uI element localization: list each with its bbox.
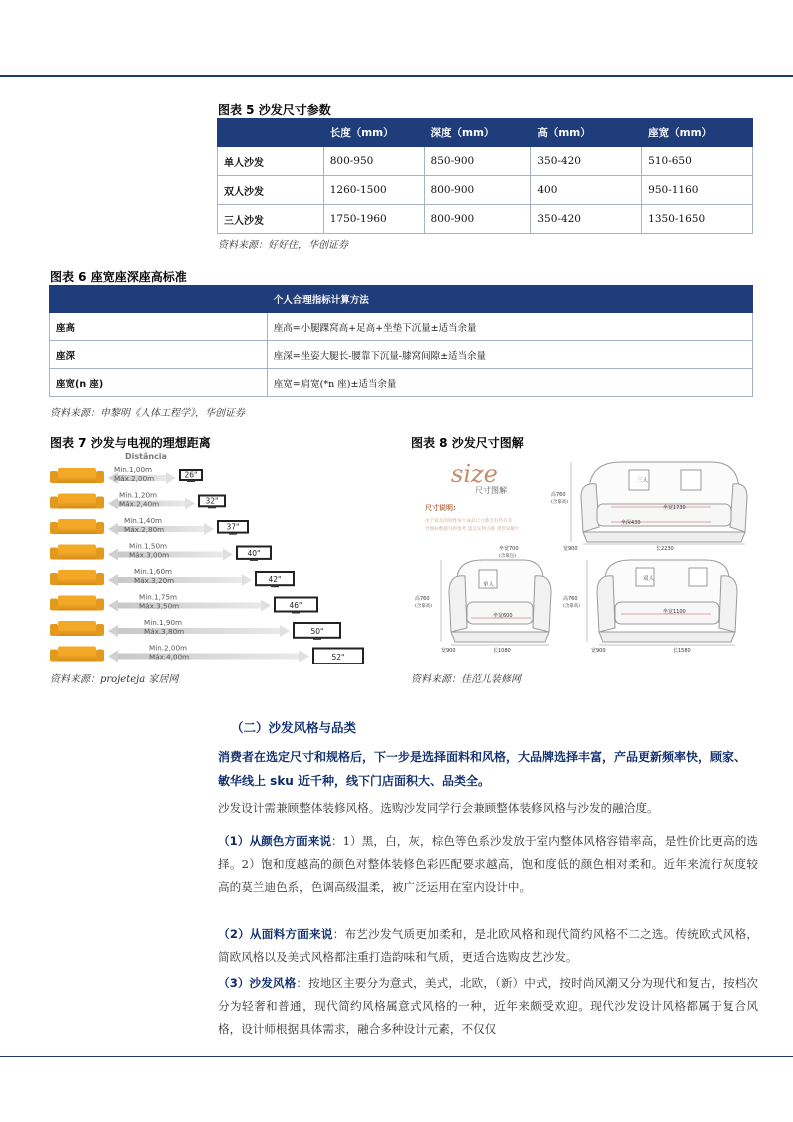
three-seat-length: 长2230 xyxy=(656,546,674,552)
tv-size-label: 32" xyxy=(205,496,219,506)
table-row: 三人沙发 1750-1960 800-900 350-420 1350-1650 xyxy=(218,205,753,234)
sofa-arm xyxy=(50,573,58,585)
table-row: 双人沙发 1260-1500 800-900 400 950-1160 xyxy=(218,176,753,205)
tv-stand xyxy=(271,585,279,587)
fig5-caption: 图表 5 沙发尺寸参数 xyxy=(218,103,331,117)
three-seat-depth: 坐深430 xyxy=(621,520,641,526)
arrow-head-left xyxy=(108,498,118,510)
sofa-back xyxy=(58,647,96,656)
three-seat-height: 高760 xyxy=(551,492,566,498)
fig7-illustration xyxy=(50,452,390,664)
arrow-head-left xyxy=(108,549,118,561)
double-seat-height: 高760 xyxy=(563,596,578,602)
sofa-arm xyxy=(96,650,104,662)
double-sofa-drawing xyxy=(597,560,737,642)
three-seat-sofa-drawing xyxy=(581,462,747,542)
fig5-th xyxy=(218,119,324,147)
fig6-header-row xyxy=(50,286,753,313)
table-row: 座宽(n 座) 座宽=肩宽(*n 座)±适当余量 xyxy=(50,369,753,397)
fig7-row xyxy=(50,618,340,640)
paragraph: 沙发设计需兼顾整体装修风格。选购沙发同学行会兼顾整体装修风格与沙发的融洽度。 xyxy=(218,801,659,815)
sofa-back xyxy=(58,494,96,503)
sofa-back xyxy=(58,596,96,605)
sofa-arm xyxy=(96,548,104,560)
distance-arrow xyxy=(118,628,280,634)
fig8-source: 资料来源：佳范儿装修网 xyxy=(411,674,521,685)
min-distance: Min.1,50m xyxy=(129,541,168,551)
double-seat-width: 坐宽1100 xyxy=(663,609,686,615)
max-distance: Máx.4,00m xyxy=(149,652,190,662)
max-distance: Máx.2,00m xyxy=(114,474,155,483)
paragraph: （3）沙发风格：按地区主要分为意式，美式，北欧，（新）中式，按时尚风潮又分为现代和复古，按档次分为轻奢和普通，现代简约风格属意式风格的一种，近年来颇受欢迎。现代沙发设计风格都属于复合风格，设计师根据具体需求，融合多种设计元素，不仅仅 xyxy=(218,976,759,1036)
tv-stand xyxy=(208,506,216,508)
arrow-head-right xyxy=(299,651,309,663)
fig8-logo: size xyxy=(451,460,498,488)
min-distance: Min.1,00m xyxy=(114,465,153,474)
arrow-head-right xyxy=(280,625,290,637)
svg-text:(含靠高): (含靠高) xyxy=(551,500,569,505)
fig8-caption: 图表 8 沙发尺寸图解 xyxy=(411,436,524,450)
min-distance: Min.1,60m xyxy=(134,567,173,576)
sofa-back xyxy=(58,570,96,579)
sofa-back xyxy=(58,545,96,554)
three-seat-label: 三人 xyxy=(637,478,649,484)
sofa-arm xyxy=(50,471,58,483)
min-distance: Min.1,90m xyxy=(144,618,183,627)
max-distance: Máx.3,20m xyxy=(134,576,175,585)
fig7-row xyxy=(50,491,225,510)
fig5-th: 长度（mm） xyxy=(323,119,424,147)
tv-stand xyxy=(313,638,321,640)
svg-text:(含靠高): (含靠高) xyxy=(415,604,433,609)
section-title: （二）沙发风格与品类 xyxy=(231,720,357,735)
double-seat-length: 长1580 xyxy=(673,648,691,654)
single-seat-label: 单人 xyxy=(483,582,495,588)
max-distance: Máx.2,80m xyxy=(124,525,165,534)
fig7-row xyxy=(50,516,248,535)
sofa-arm xyxy=(96,522,104,534)
max-distance: Máx.2,40m xyxy=(119,499,160,509)
distance-arrow xyxy=(118,654,299,660)
single-seat-width: 坐宽600 xyxy=(493,613,513,619)
max-distance: Máx.3,80m xyxy=(144,627,185,636)
tv-size-label: 52" xyxy=(331,653,345,663)
sofa-arm xyxy=(96,497,104,509)
fig5-th: 深度（mm） xyxy=(424,119,531,147)
sofa-arm xyxy=(96,471,104,483)
fig6-table xyxy=(49,285,753,397)
tv-size-label: 50" xyxy=(310,627,324,637)
sofa-back xyxy=(58,468,96,477)
arrow-head-right xyxy=(223,549,233,561)
arrow-head-left xyxy=(108,625,118,637)
fig7-source: 资料来源：projeteja 家居网 xyxy=(50,674,179,685)
svg-text:(含靠包): (含靠包) xyxy=(499,554,517,559)
sofa-arm xyxy=(96,573,104,585)
min-distance: Min.1,75m xyxy=(139,592,178,602)
sofa-arm xyxy=(50,497,58,509)
svg-text:(含靠高): (含靠高) xyxy=(563,604,581,609)
fig7-row xyxy=(50,567,294,587)
arrow-head-right xyxy=(242,574,252,586)
min-distance: Min.1,20m xyxy=(119,490,158,500)
fig8-note-title: 尺寸说明: xyxy=(425,504,456,512)
fig7-row xyxy=(50,465,202,484)
fig6-source: 资料来源：申黎明《人体工程学》，华创证券 xyxy=(50,408,245,419)
arrow-head-right xyxy=(204,523,214,535)
single-seat-length: 长1080 xyxy=(493,648,511,654)
tv-size-label: 37" xyxy=(226,522,240,532)
tv-size-label: 40" xyxy=(247,548,261,558)
sofa-back xyxy=(58,621,96,630)
single-sofa-drawing xyxy=(449,560,551,642)
single-seat-height: 高760 xyxy=(415,596,430,602)
arrow-head-left xyxy=(108,574,118,586)
fig7-caption: 图表 7 沙发与电视的理想距离 xyxy=(50,436,211,450)
double-seat-width-dim: 宽900 xyxy=(591,648,606,654)
fig5-th: 高（mm） xyxy=(531,119,642,147)
sofa-arm xyxy=(50,522,58,534)
double-seat-label: 双人 xyxy=(643,576,655,582)
table-row: 座深 座深=坐姿大腿长-腰靠下沉量-膝窝间隙±适当余量 xyxy=(50,341,753,369)
single-seat-top: 坐宽700 xyxy=(499,546,519,552)
min-distance: Min.1,40m xyxy=(124,516,163,525)
fig5-header-row xyxy=(218,119,753,147)
tv-size-label: 46" xyxy=(289,601,303,610)
sofa-arm xyxy=(50,650,58,662)
table-row: 单人沙发 800-950 850-900 350-420 510-650 xyxy=(218,147,753,176)
sofa-arm xyxy=(96,599,104,611)
sofa-back xyxy=(58,519,96,528)
fig7-row xyxy=(50,593,317,614)
sofa-arm xyxy=(50,548,58,560)
three-seat-seat-width: 坐宽1730 xyxy=(663,505,686,511)
min-distance: Min.2,00m xyxy=(149,643,188,653)
fig5-th: 座宽（mm） xyxy=(642,119,753,147)
sofa-arm xyxy=(50,624,58,636)
fig8-illustration xyxy=(411,452,749,664)
fig8-note-line: 异图标数据仅供参考 需以实物为准 望您谅解!! xyxy=(425,527,519,532)
fig5-table xyxy=(217,118,753,234)
sofa-arm xyxy=(50,599,58,611)
fig8-logo-sub: 尺寸图解 xyxy=(475,486,507,495)
fig7-row xyxy=(50,542,271,561)
tv-size-label: 42" xyxy=(268,574,282,584)
fig6-caption: 图表 6 座宽座深座高标准 xyxy=(50,270,187,284)
tv-stand xyxy=(292,612,300,614)
three-seat-width: 宽900 xyxy=(563,546,578,552)
max-distance: Máx.3,50m xyxy=(139,601,180,611)
section-lead: 消费者在选定尺寸和规格后，下一步是选择面料和风格，大品牌选择丰富，产品更新频率快，顾家、敏华线上 sku 近千种，线下门店面积大、品类全。 xyxy=(218,750,747,788)
header-rule xyxy=(0,75,793,77)
tv-stand xyxy=(229,533,237,535)
sofa-arm xyxy=(96,624,104,636)
fig8-note-line: 由于家具的特性每个成品尺寸都会有些许差 xyxy=(425,519,513,524)
arrow-head-left xyxy=(108,523,118,535)
arrow-head-right xyxy=(185,498,195,510)
fig5-source: 资料来源：好好住，华创证券 xyxy=(218,240,348,251)
arrow-head-right xyxy=(166,472,176,484)
paragraph: （2）从面料方面来说：布艺沙发气质更加柔和，是北欧风格和现代简约风格不二之选。传统欧式风格，简欧风格以及美式风格都注重打造韵味和气质，更适合选购皮艺沙发。 xyxy=(218,927,758,964)
table-row: 座高 座高=小腿踝窝高+足高+坐垫下沉量±适当余量 xyxy=(50,313,753,341)
arrow-head-right xyxy=(261,600,271,612)
fig7-row xyxy=(50,644,363,665)
tv-size-label: 26" xyxy=(184,470,198,480)
footer-rule xyxy=(0,1056,793,1057)
arrow-head-left xyxy=(108,651,118,663)
paragraph: （1）从颜色方面来说：1）黑，白，灰，棕色等色系沙发放于室内整体风格容错率高，是性价比更高的选择。2）饱和度越高的颜色对整体装修色彩匹配要求越高，饱和度低的颜色相对柔和。近年来流行灰度较高的莫兰迪色系，色调高级温柔，被广泛运用在室内设计中。 xyxy=(218,834,758,894)
fig6-th: 个人合理指标计算方法 xyxy=(267,286,752,313)
arrow-head-left xyxy=(108,600,118,612)
tv-stand xyxy=(250,559,258,561)
fig7-title: Distância xyxy=(125,452,167,461)
max-distance: Máx.3,00m xyxy=(129,550,170,560)
tv-stand xyxy=(187,480,195,482)
single-seat-width-dim: 宽900 xyxy=(441,648,456,654)
